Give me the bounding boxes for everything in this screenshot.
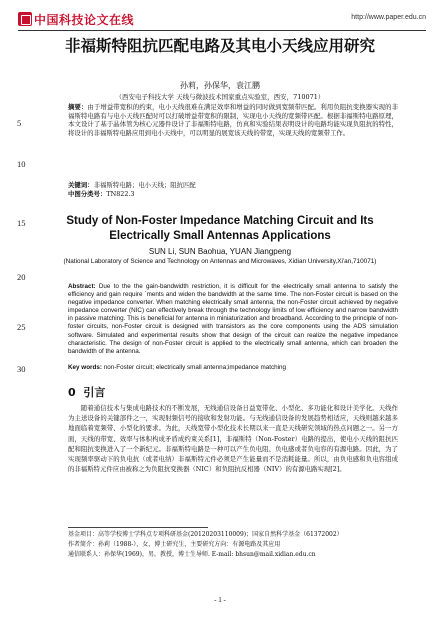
line-number: 10 — [17, 159, 26, 169]
abstract-en-text: Due to the the gain-bandwidth restriction, it is difficult for the electrically small antenna to satisfy the efficiency and gain require `ments and widen the bandwidth at the same time. The non-Foster circuit is based on the negative impedance converter. When matching electrically small antenna, the non-Foster circuit achieved by negative impedance converter (NIC) can effectively break through the technology limits of low efficiency and narrow bandwidth in passive matching. This is beneficial for antenna in miniaturization and broadband. According to the principle of non-foster circuits, non-Foster circuit is designed with transistors as the core components using the ADS simulation software. Simulated and experimental results show that design of the circuit can realize the negative impedance characteristic. The design of non-Foster circuit is applied to the electrically small antenna, which can broaden the bandwidth of the antenna. — [68, 283, 398, 355]
journal-logo[interactable] — [18, 10, 134, 28]
logo-mark-icon — [18, 12, 32, 26]
body-text — [68, 403, 398, 474]
logo-text: 中国科技论文在线 — [34, 12, 135, 27]
abstract-cn — [68, 103, 398, 137]
line-number: 30 — [17, 364, 26, 374]
paper-title-en: Study of Non-Foster Impedance Matching Circuit and Its Electrically Small Antennas Applications — [66, 215, 374, 242]
abstract-cn-text: 由于增益带宽积的约束，电小天线很难在满足效率和增益的同时做到宽频带匹配。利用负阻抗变换器实现的非福斯特电路有与电小天线匹配时可以打破增益带宽积的限制，实现电小天线的宽频带匹配。根据非福斯特电路原理，本文设计了基于晶体管为核心元器件设计了非福斯特电路，仿真和实验结果表明设计的电路均能实现负阻抗的特性，将设计的非福斯特电路应用到电小天线中，可以明显的展宽该天线的带宽，实现天线的宽频带工作。 — [68, 103, 399, 137]
affiliation-cn: （西安电子科技大学 天线与微波技术国家重点实验室，西安，710071） — [115, 93, 325, 101]
keywords-cn-label: 关键词： — [68, 181, 94, 189]
abstract-en-label: Abstract: — [68, 283, 96, 290]
classification-cn — [68, 190, 398, 199]
keywords-en-text: non-Foster circuit; electrically small antenna;impedance matching — [103, 364, 287, 371]
classification-cn-text: TN822.3 — [106, 190, 135, 198]
affiliation-en: (National Laboratory of Science and Technology on Antennas and Microwaves, Xidian University,Xi'an,710071) — [63, 258, 377, 265]
line-number: 25 — [17, 322, 26, 332]
abstract-cn-label: 摘要： — [68, 103, 88, 111]
paper-title-cn: 非福斯特阻抗匹配电路及其电小天线应用研究 — [64, 37, 375, 55]
section-title: 引言 — [83, 386, 106, 399]
line-number: 20 — [17, 272, 26, 282]
section-number: 0 — [68, 386, 76, 399]
keywords-en — [68, 364, 398, 372]
classification-cn-label: 中图分类号： — [68, 190, 107, 198]
footnote-contact: 通信联系人：孙保华(1969)，男，教授，博士生导师. E-mail: bhsun@mail.xidian.edu.cn — [68, 551, 316, 558]
line-number: 15 — [17, 218, 26, 228]
footnote-funding: 基金项目：高等学校博士学科点专项科研基金(20120203110009)；国家自然科学基金（61372002） — [68, 531, 343, 538]
section-heading — [68, 384, 105, 400]
authors-cn: 孙莉，孙保华，袁江鹏 — [180, 81, 260, 90]
journal-url[interactable]: http://www.paper.edu.cn — [351, 14, 426, 21]
abstract-en — [68, 283, 398, 356]
authors-en: SUN Li, SUN Baohua, YUAN Jiangpeng — [148, 247, 292, 256]
body-paragraph: 随着通信技术与集成电路技术的不断发展，无线通信设备日益宽带化、小型化、多功能化和设计美学化。天线作为主送设备的关键部件之一，实现射频信号的接收和发射功能。与无线通信设备的发展趋势相适应，天线则越来越多地面临着宽频带、小型化的要求。为此，天线宽带小型化技术长期以来一直是天线研究领域的热点问题之一。另一方面，天线的带宽、效率与体积构成矛盾成约束关系[1]，非福斯特（Non-Foster）电路的提出，使电小天线的阻抗匹配和阻抗变换进入了一个新纪元。非福斯特电路是一种可以产生负电阻、负电感或者负电容的有源电路。因此，为了实现频率驱动下的负电抗（或者电纳）非福斯特元件必须是产生能量而不是消耗能量。所以，由负电感和负电容组成的非福斯特元件应由被称之为负阻抗变换器（NIC）和负阻抗反相器（NIV）的有源电路实现[2]。 — [68, 404, 398, 474]
footnote-rule — [68, 527, 208, 528]
line-number: 5 — [17, 118, 22, 128]
keywords-cn-text: 非福斯特电路；电小天线；阻抗匹配 — [93, 181, 196, 189]
keywords-en-label: Key words: — [68, 364, 102, 371]
header-rule — [18, 30, 426, 31]
keywords-cn — [68, 181, 398, 190]
journal-header — [18, 10, 426, 30]
footnote-author: 作者简介：孙莉（1988-），女，博士研究生，主要研究方向：有源电路及其应用 — [68, 541, 281, 548]
page-number: - 1 - — [214, 596, 226, 604]
